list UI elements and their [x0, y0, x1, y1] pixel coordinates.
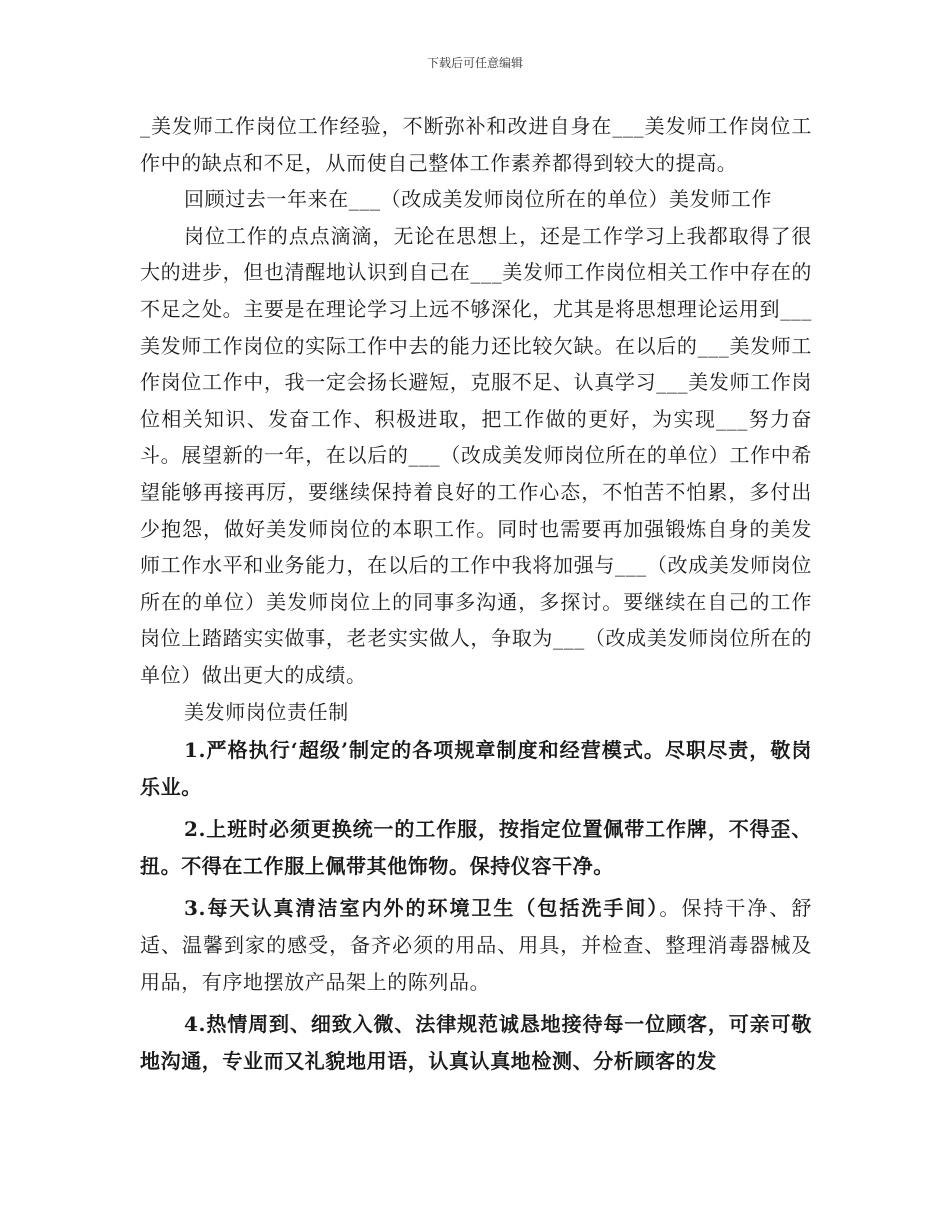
paragraph-3: 岗位工作的点点滴滴，无论在思想上，还是工作学习上我都取得了很大的进步，但也清醒地认识到自己在___美发师工作岗位相关工作中存在的不足之处。主要是在理论学习上远不够深化，尤其是将思想理论运用到___美发师工作岗位的实际工作中去的能力还比较欠缺。在以后的___美发师工作岗位工作中，我一定会扬长避短，克服不足、认真学习___美发师工作岗位相关知识、发奋工作、积极进取，把工作做的更好，为实现___努力奋斗。展望新的一年，在以后的___（改成美发师岗位所在的单位）工作中希望能够再接再厉，要继续保持着良好的工作心态，不怕苦不怕累，多付出少抱怨，做好美发师岗位的本职工作。同时也需要再加强锻炼自身的美发师工作水平和业务能力，在以后的工作中我将加强与___（改成美发师岗位所在的单位）美发师岗位上的同事多沟通，多探讨。要继续在自己的工作岗位上踏踏实实做事，老老实实做人，争取为___（改成美发师岗位所在的单位）做出更大的成绩。 [140, 223, 812, 687]
rule-item-2: 2.上班时必须更换统一的工作服，按指定位置佩带工作牌，不得歪、扭。不得在工作服上佩带其他饰物。保持仪容干净。 [140, 817, 812, 878]
rule-item-3 [140, 890, 812, 1000]
paragraph-2: 回顾过去一年来在___（改成美发师岗位所在的单位）美发师工作 [184, 187, 772, 212]
rule-item-3-bold: 3.每天认真清洁室内外的环境卫生（包括洗手间） [184, 896, 660, 921]
document-body [140, 108, 812, 1079]
rule-item-4: 4.热情周到、细致入微、法律规范诚恳地接待每一位顾客，可亲可敬地沟通，专业而又礼貌地用语，认真认真地检测、分析顾客的发 [140, 1012, 812, 1073]
page-header-note: 下载后可任意编辑 [426, 56, 523, 70]
paragraph-1: _美发师工作岗位工作经验，不断弥补和改进自身在___美发师工作岗位工作中的缺点和不足，从而使自己整体工作素养都得到较大的提高。 [140, 114, 812, 175]
rule-item-3-rest: 。保持干净、舒适、温馨到家的感受，备齐必须的用品、用具，并检查、整理消毒器械及用品，有序地摆放产品架上的陈列品。 [140, 896, 813, 994]
rule-item-1: 1.严格执行‘超级’制定的各项规章制度和经营模式。尽职尽责，敬岗乐业。 [140, 738, 812, 799]
section-heading: 美发师岗位责任制 [184, 699, 349, 724]
